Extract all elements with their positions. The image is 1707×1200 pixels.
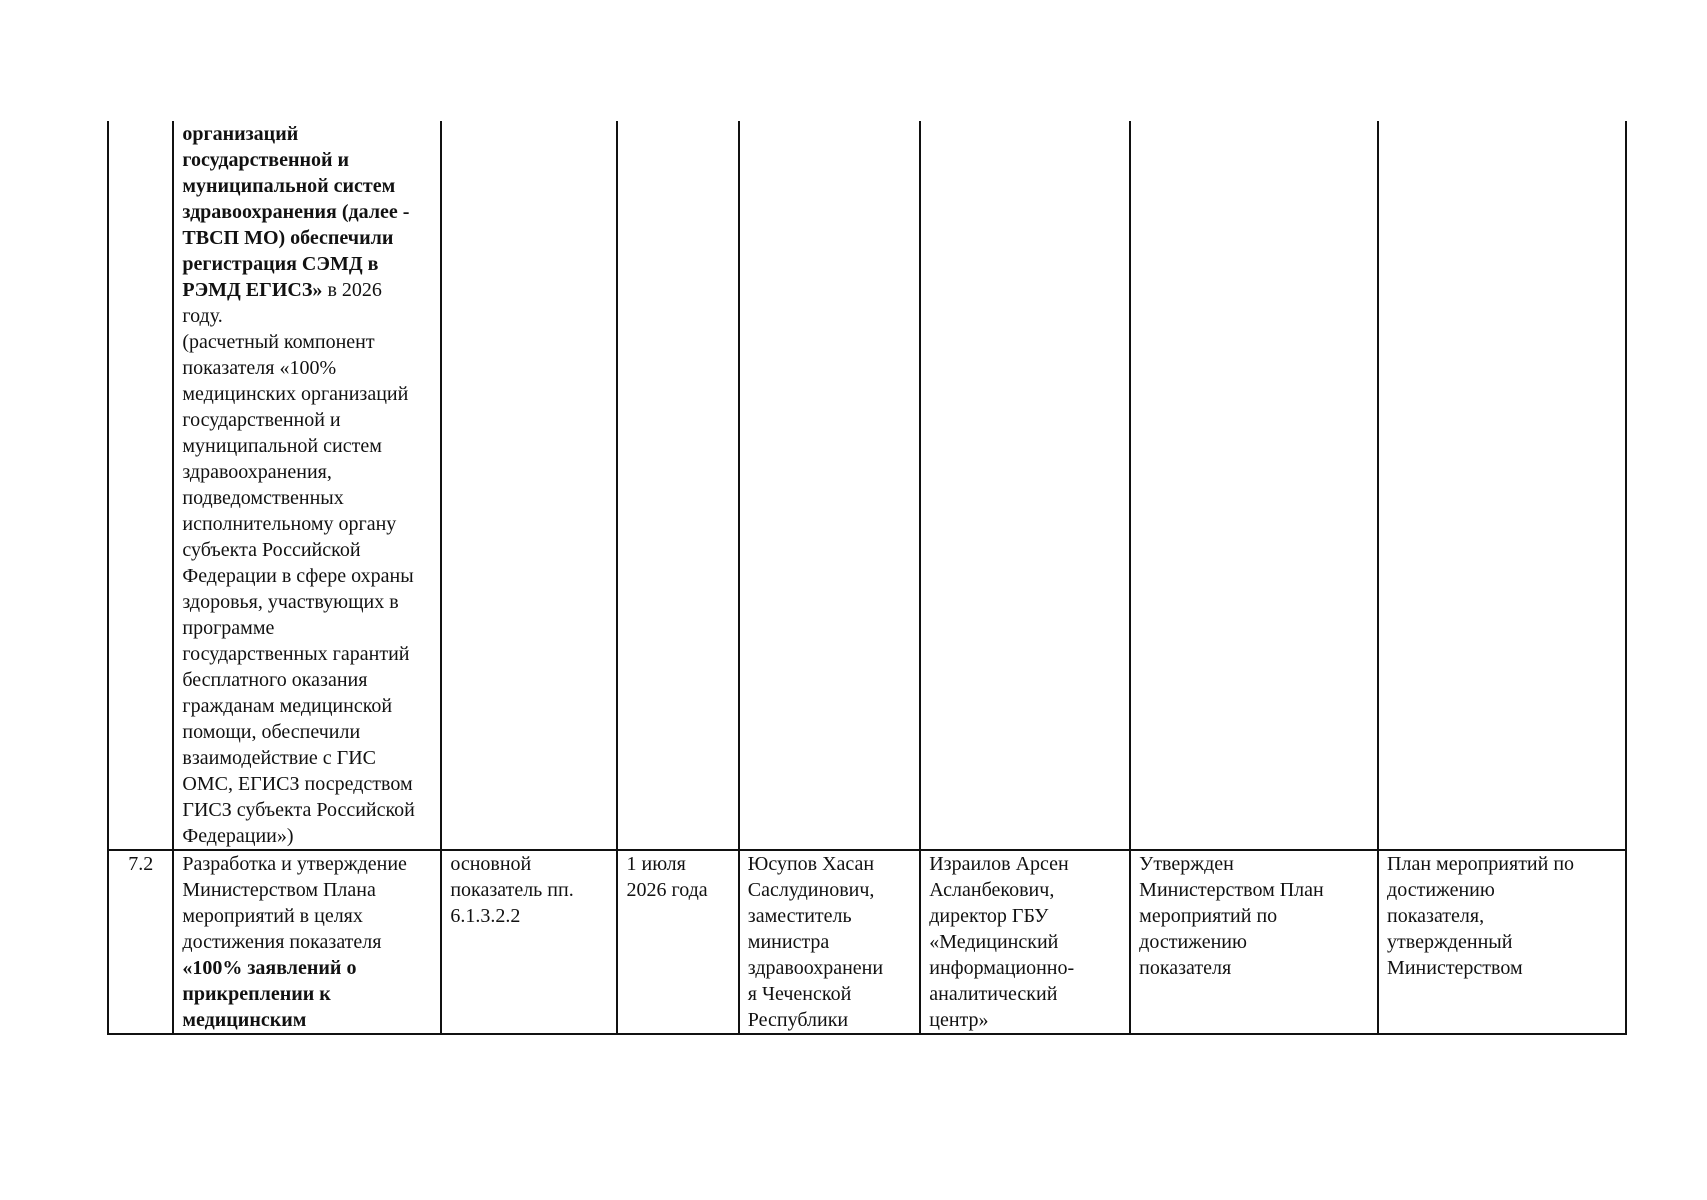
document-line: показателя, xyxy=(1387,905,1485,927)
description-line: регистрация СЭМД в xyxy=(182,253,379,275)
document-line: утвержденный xyxy=(1387,931,1513,953)
description-line: медицинским xyxy=(182,1009,307,1031)
executor-line: «Медицинский xyxy=(929,931,1059,953)
document-cell xyxy=(1378,121,1626,850)
description-line: государственных гарантий xyxy=(182,643,410,665)
description-line: ГИСЗ субъекта Российской xyxy=(182,799,415,821)
description-line: государственной и xyxy=(182,149,350,171)
executor-line: центр» xyxy=(929,1009,989,1031)
description-line: (расчетный компонент xyxy=(182,331,375,353)
description-line: гражданам медицинской xyxy=(182,695,393,717)
description-line: Разработка и утверждение xyxy=(182,853,407,875)
description-line: Федерации») xyxy=(182,825,294,847)
description-line: взаимодействие с ГИС xyxy=(182,747,377,769)
result-line: достижению xyxy=(1139,931,1247,953)
measures-table xyxy=(107,121,1627,1035)
responsible-line: я Чеченской xyxy=(747,983,852,1005)
description-line: муниципальной систем xyxy=(182,175,396,197)
description-cell xyxy=(173,850,441,1034)
description-line: организаций xyxy=(182,123,299,145)
responsible-line: Республики xyxy=(747,1009,849,1031)
responsible-line: министра xyxy=(747,931,830,953)
indicator-line: показатель пп. xyxy=(450,879,574,901)
description-line: «100% заявлений о xyxy=(182,957,357,979)
executor-line: Асланбекович, xyxy=(929,879,1055,901)
description-line: здравоохранения, xyxy=(182,461,332,483)
description-line: бесплатного оказания xyxy=(182,669,368,691)
deadline-cell xyxy=(617,850,738,1034)
table-row-7-2 xyxy=(108,850,1626,1034)
result-cell xyxy=(1130,850,1378,1034)
description-line: программе xyxy=(182,617,275,639)
result-line: мероприятий по xyxy=(1139,905,1278,927)
indicator-cell xyxy=(441,850,617,1034)
deadline-line: 1 июля xyxy=(626,853,686,875)
description-line: мероприятий в целях xyxy=(182,905,363,927)
description-line: ТВСП МО) обеспечили xyxy=(182,227,394,249)
description-line: исполнительному органу xyxy=(182,513,397,535)
responsible-line: Юсупов Хасан xyxy=(747,853,875,875)
description-cell xyxy=(173,121,441,850)
document-cell xyxy=(1378,850,1626,1034)
table-row-continued xyxy=(108,121,1626,850)
document-line: достижению xyxy=(1387,879,1495,901)
description-line: муниципальной систем xyxy=(182,435,382,457)
indicator-cell xyxy=(441,121,617,850)
description-line: прикреплении к xyxy=(182,983,331,1005)
executor-line: Израилов Арсен xyxy=(929,853,1069,875)
description-line-mixed: РЭМД ЕГИСЗ» в 2026 xyxy=(182,279,382,301)
description-line: здравоохранения (далее - xyxy=(182,201,410,223)
description-line: Министерством Плана xyxy=(182,879,376,901)
indicator-line: основной xyxy=(450,853,532,875)
executor-line: директор ГБУ xyxy=(929,905,1049,927)
result-line: показателя xyxy=(1139,957,1232,979)
result-line: Утвержден xyxy=(1139,853,1234,875)
description-line: субъекта Российской xyxy=(182,539,361,561)
executor-line: аналитический xyxy=(929,983,1058,1005)
result-line: Министерством План xyxy=(1139,879,1324,901)
result-cell xyxy=(1130,121,1378,850)
number-cell xyxy=(108,850,173,1034)
responsible-line: Саслудинович, xyxy=(747,879,875,901)
description-line: государственной и xyxy=(182,409,341,431)
description-line: достижения показателя xyxy=(182,931,382,953)
deadline-line: 2026 года xyxy=(626,879,708,901)
document-line: План мероприятий по xyxy=(1387,853,1575,875)
description-line: помощи, обеспечили xyxy=(182,721,361,743)
description-line: подведомственных xyxy=(182,487,344,509)
description-line: здоровья, участвующих в xyxy=(182,591,399,613)
row-number: 7.2 xyxy=(128,853,154,875)
description-line: году. xyxy=(182,305,223,327)
description-line: показателя «100% xyxy=(182,357,337,379)
responsible-line: заместитель xyxy=(747,905,852,927)
description-line: Федерации в сфере охраны xyxy=(182,565,414,587)
description-line: медицинских организаций xyxy=(182,383,409,405)
executor-cell xyxy=(920,850,1130,1034)
responsible-line: здравоохранени xyxy=(747,957,884,979)
responsible-cell xyxy=(739,850,920,1034)
description-line: ОМС, ЕГИСЗ посредством xyxy=(182,773,413,795)
document-line: Министерством xyxy=(1387,957,1523,979)
number-cell xyxy=(108,121,173,850)
executor-line: информационно- xyxy=(929,957,1075,979)
deadline-cell xyxy=(617,121,738,850)
executor-cell xyxy=(920,121,1130,850)
indicator-line: 6.1.3.2.2 xyxy=(450,905,521,927)
responsible-cell xyxy=(739,121,920,850)
